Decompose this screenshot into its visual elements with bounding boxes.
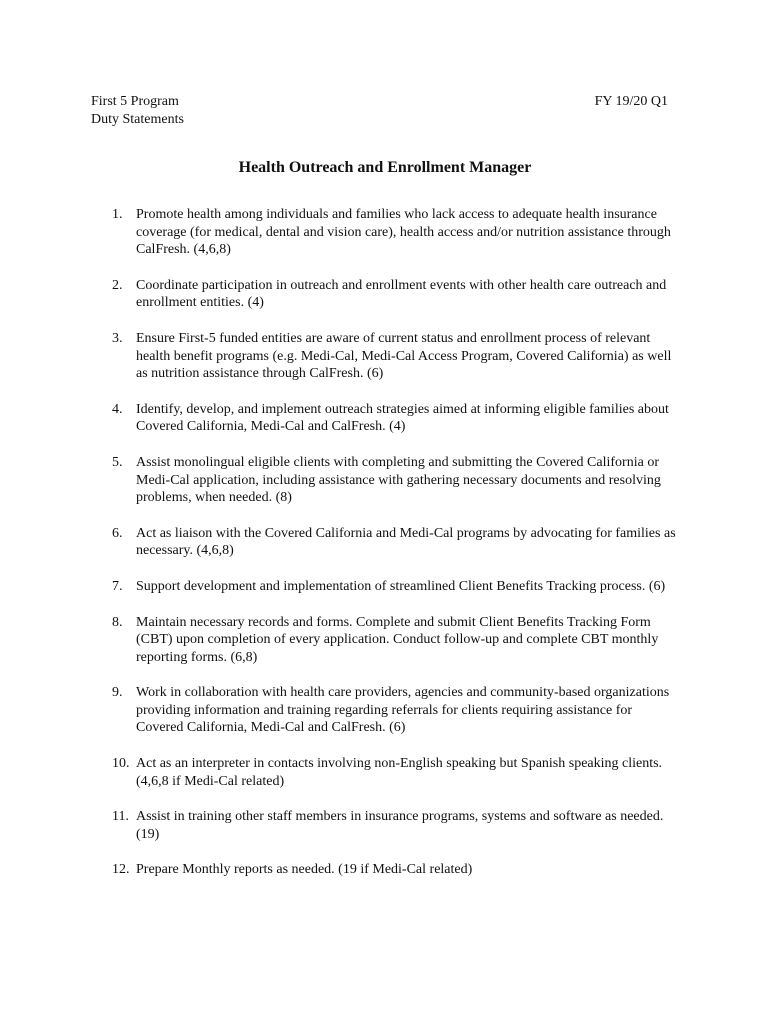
- duty-number: 10.: [112, 756, 130, 772]
- duty-item: [112, 330, 682, 383]
- duty-number: 4.: [112, 401, 123, 417]
- duty-item: [112, 277, 682, 312]
- duty-text: Work in collaboration with health care providers, agencies and community-based organizations providing information and training regarding referrals for clients requiring assistance for Covered California, Medi-Cal and CalFresh. (6): [136, 685, 670, 736]
- duty-text: Support development and implementation of streamlined Client Benefits Tracking process. (6): [136, 578, 666, 594]
- duty-text: Promote health among individuals and families who lack access to adequate health insurance coverage (for medical, dental and vision care), health access and/or nutrition assistance through CalFresh. (4,6,8): [136, 207, 671, 258]
- duty-number: 12.: [112, 862, 130, 878]
- duty-item: [112, 525, 682, 560]
- duty-number: 5.: [112, 454, 123, 470]
- duty-number: 9.: [112, 685, 123, 701]
- duty-text: Identify, develop, and implement outreach strategies aimed at informing eligible families about Covered California, Medi-Cal and CalFresh. (4): [136, 401, 669, 435]
- duty-item: [112, 614, 682, 667]
- duty-text: Ensure First-5 funded entities are aware of current status and enrollment process of relevant health benefit programs (e.g. Medi-Cal, Medi-Cal Access Program, Covered California) as well as nutrition assistance through CalFresh. (6): [136, 330, 672, 382]
- duty-text: Coordinate participation in outreach and enrollment events with other health care outreach and enrollment entities. (4): [136, 277, 667, 311]
- duty-text: Assist monolingual eligible clients with completing and submitting the Covered California or Medi-Cal application, including assistance with gathering necessary documents and resolving problems, when needed. (8): [136, 454, 661, 506]
- program-name: First 5 Program: [91, 94, 179, 109]
- duty-number: 8.: [112, 614, 123, 630]
- duty-list: [112, 206, 682, 897]
- duty-item: [112, 206, 682, 259]
- duty-item: [112, 861, 682, 879]
- duty-text: Act as liaison with the Covered California and Medi-Cal programs by advocating for families as necessary. (4,6,8): [136, 525, 676, 559]
- fiscal-period: FY 19/20 Q1: [594, 94, 668, 109]
- duty-text: Prepare Monthly reports as needed. (19 if Medi-Cal related): [136, 862, 473, 878]
- duty-item: [112, 808, 682, 843]
- document-title: Health Outreach and Enrollment Manager: [238, 159, 532, 176]
- duty-number: 1.: [112, 207, 123, 222]
- duty-number: 6.: [112, 525, 123, 541]
- duty-text: Act as an interpreter in contacts involving non-English speaking but Spanish speaking clients. (4,6,8 if Medi-Cal related): [136, 756, 663, 789]
- duty-text: Maintain necessary records and forms. Complete and submit Client Benefits Tracking Form (CBT) upon completion of every application. Conduct follow-up and complete CBT monthly reporting forms. (6,8): [136, 614, 659, 665]
- duty-text: Assist in training other staff members in insurance programs, systems and software as needed. (19): [136, 809, 664, 842]
- duty-item: [112, 578, 682, 596]
- duty-number: 3.: [112, 330, 123, 346]
- duty-item: [112, 401, 682, 436]
- duty-number: 7.: [112, 578, 123, 594]
- duty-number: 11.: [112, 809, 129, 825]
- duty-item: [112, 684, 682, 737]
- document-subtitle: Duty Statements: [91, 112, 184, 127]
- header-left: [91, 93, 184, 129]
- duty-number: 2.: [112, 277, 123, 293]
- duty-item: [112, 755, 682, 790]
- duty-item: [112, 454, 682, 507]
